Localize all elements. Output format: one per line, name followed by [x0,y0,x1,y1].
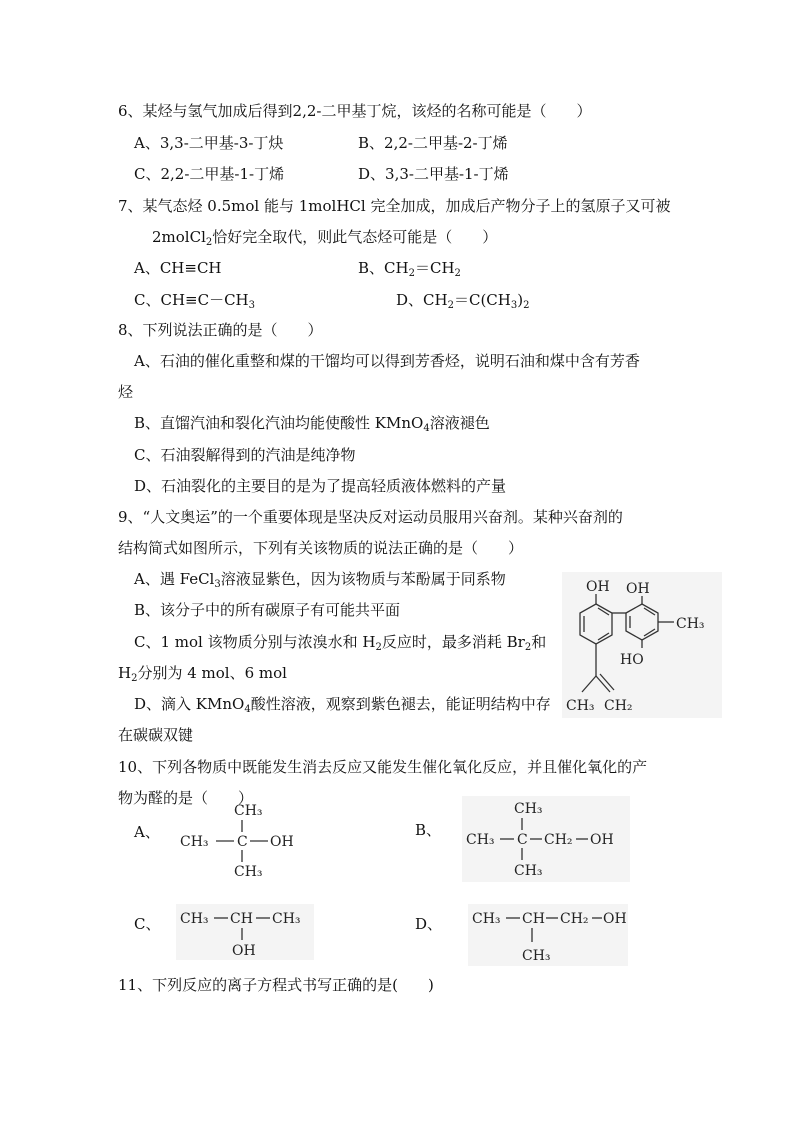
c-left-ch3: CH₃ [180,911,209,927]
a-top-ch3: CH₃ [234,803,263,819]
b-center-c: C [517,832,528,848]
q8-option-c: C、石油裂解得到的汽油是纯净物 [134,446,356,464]
d-left-ch3: CH₃ [472,911,501,927]
q8-option-b: B、直馏汽油和裂化汽油均能使酸性 KMnO$_4$溶液褪色 [134,414,490,434]
q6-option-b: B、2,2-二甲基-2-丁烯 [358,134,508,152]
q8-option-a: A、石油的催化重整和煤的干馏均可以得到芳香烃，说明石油和煤中含有芳香 [134,352,640,370]
d-center-ch: CH [522,911,545,927]
a-center-c: C [237,834,248,850]
q7-option-a: A、CH≡CH [134,259,222,277]
q7-stem-line2: 2molCl$_2$恰好完全取代，则此气态烃可能是（ ） [152,228,498,248]
q7-stem: 7、某气态烃 0.5mol 能与 1molHCl 完全加成，加成后产物分子上的氢原子又可被 [118,197,671,215]
q10-option-b-label: B、 [415,821,442,839]
q9-option-c-cont: $H_2$分别为 4 mol、6 mol [118,664,287,684]
d-bottom-ch3: CH₃ [522,948,551,964]
q10-option-d-structure [468,904,638,966]
q6-option-d: D、3,3-二甲基-1-丁烯 [358,165,509,183]
a-right-oh: OH [270,834,294,850]
q10-option-a-structure [172,800,312,882]
q11-stem: 11、下列反应的离子方程式书写正确的是( ) [118,976,434,994]
d-right-ch2: CH₂ [560,911,589,927]
q10-option-d-label: D、 [415,915,443,933]
q9-structure-figure [562,572,722,718]
oh-right-upper-label: OH [626,581,650,597]
q9-option-b: B、该分子中的所有碳原子有可能共平面 [134,601,401,619]
b-right-ch2: CH₂ [544,832,573,848]
q10-option-c-structure [176,904,316,960]
q9-option-d-cont: 在碳碳双键 [118,726,194,744]
q10-stem: 10、下列各物质中既能发生消去反应又能发生催化氧化反应，并且催化氧化的产 [118,758,648,776]
q6-option-a: A、3,3-二甲基-3-丁炔 [134,134,284,152]
q6-stem: 6、某烃与氢气加成后得到2,2-二甲基丁烷，该烃的名称可能是（ ） [118,102,592,120]
c-right-ch3: CH₃ [272,911,301,927]
q10-option-b-structure [462,796,632,882]
a-bottom-ch3: CH₃ [234,864,263,880]
ch3-bottom-label: CH₃ [566,698,595,714]
ch3-right-label: CH₃ [676,616,705,632]
q9-stem-line2: 结构简式如图所示，下列有关该物质的说法正确的是（ ） [118,539,524,557]
q10-option-a-label: A、 [134,823,160,841]
q8-option-d: D、石油裂化的主要目的是为了提高轻质液体燃料的产量 [134,477,507,495]
d-oh: OH [603,911,627,927]
q7-option-d: D、$CH_2=C(CH_3)_2$ [396,291,530,311]
q9-stem: 9、“人文奥运”的一个重要体现是坚决反对运动员服用兴奋剂。某种兴奋剂的 [118,508,623,526]
q9-option-d: D、滴入 KMnO$_4$酸性溶液，观察到紫色褪去，能证明结构中存 [134,695,551,715]
b-bottom-ch3: CH₃ [514,863,543,879]
q9-option-c: C、1 mol 该物质分别与浓溴水和 $H_2$反应时，最多消耗 $Br_2$和 [134,633,547,653]
oh-top-label: OH [586,579,610,595]
q8-option-a-cont: 烃 [118,383,134,401]
a-left-ch3: CH₃ [180,834,209,850]
c-center-ch: CH [230,911,253,927]
b-top-ch3: CH₃ [514,801,543,817]
q6-option-c: C、2,2-二甲基-1-丁烯 [134,165,285,183]
q10-stem-line2: 物为醛的是（ ） [118,789,254,807]
q9-option-a: A、遇 FeCl$_3$溶液显紫色，因为该物质与苯酚属于同系物 [134,570,506,590]
q10-option-c-label: C、 [134,915,161,933]
ho-right-lower-label: HO [620,652,644,668]
b-oh: OH [590,832,614,848]
c-bottom-oh: OH [232,943,256,959]
q7-option-c: C、$CH\equiv C-CH_3$ [134,291,256,311]
q8-stem: 8、下列说法正确的是（ ） [118,321,323,339]
q7-option-b: B、$CH_2=CH_2$ [358,259,461,279]
b-left-ch3: CH₃ [466,832,495,848]
ch2-bottom-label: CH₂ [604,698,633,714]
